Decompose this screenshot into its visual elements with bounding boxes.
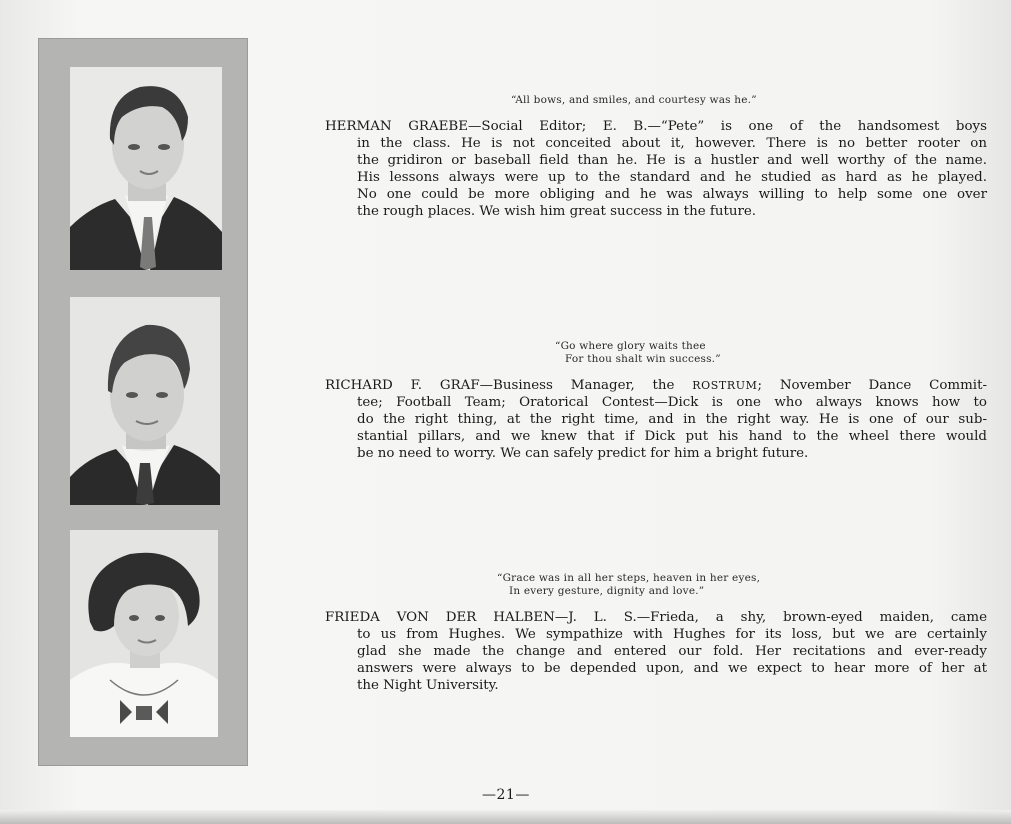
entry-quote [325,572,987,598]
photo-strip [38,38,248,766]
quote-line: “Grace was in all her steps, heaven in her eyes, [497,572,761,584]
biography-line: HERMAN GRAEBE—Social Editor; E. B.—“Pete” is one of the handsomest boys [325,119,987,134]
quote-line: In every gesture, dignity and love.” [509,585,705,597]
portrait-frieda-von-der-halben [70,530,218,737]
biography-line: tee; Football Team; Oratorical Contest—Dick is one who always knows how to [357,395,987,410]
portrait-richard-graf-image [70,297,220,505]
entry-richard-graf [325,340,987,462]
biography-line: No one could be more obliging and he was always willing to help some one over [357,187,987,202]
entry-quote [325,94,987,107]
page-bottom-edge [0,810,1011,824]
portrait-herman-graebe [70,67,222,270]
biography-line: in the class. He is not conceited about it, however. There is no better rooter on [357,136,987,151]
portrait-richard-graf [70,297,220,505]
portrait-frieda-von-der-halben-image [70,530,218,737]
biography-line: do the right thing, at the right time, and in the right way. He is one of our sub- [357,412,987,427]
portrait-herman-graebe-image [70,67,222,270]
biography-line: the rough places. We wish him great success in the future. [357,204,757,219]
biography-segment: RICHARD F. GRAF—Business Manager, the [325,378,693,393]
quote-line: For thou shalt win success.” [565,353,721,365]
biography-line: glad she made the change and entered our fold. Her recitations and ever-ready [357,644,987,659]
entry-herman-graebe [325,94,987,220]
entry-biography [325,377,987,462]
biography-line: His lessons always were up to the standard and he studied as hard as he played. [357,170,987,185]
biography-line: be no need to worry. We can safely predict for him a bright future. [357,446,809,461]
rostrum-title: ROSTRUM [692,379,758,392]
biography-line: to us from Hughes. We sympathize with Hughes for its loss, but we are certainly [357,627,987,642]
biography-line: FRIEDA VON DER HALBEN—J. L. S.—Frieda, a shy, brown-eyed maiden, came [325,610,987,625]
quote-line: “Go where glory waits thee [555,340,706,352]
entry-frieda-von-der-halben [325,572,987,694]
biography-line: the Night University. [357,678,499,693]
page-number: —21— [482,787,530,803]
entry-quote [325,340,987,366]
biography-line: answers were always to be depended upon, and we expect to hear more of her at [357,661,987,676]
biography-line: stantial pillars, and we knew that if Dick put his hand to the wheel there would [357,429,987,444]
entry-biography [325,118,987,220]
biography-line: the gridiron or baseball field than he. He is a hustler and well worthy of the name. [357,153,987,168]
biography-segment: ; November Dance Commit- [757,378,987,393]
quote-line: “All bows, and smiles, and courtesy was he.” [511,94,757,106]
entry-biography [325,609,987,694]
biography-line [325,377,987,394]
